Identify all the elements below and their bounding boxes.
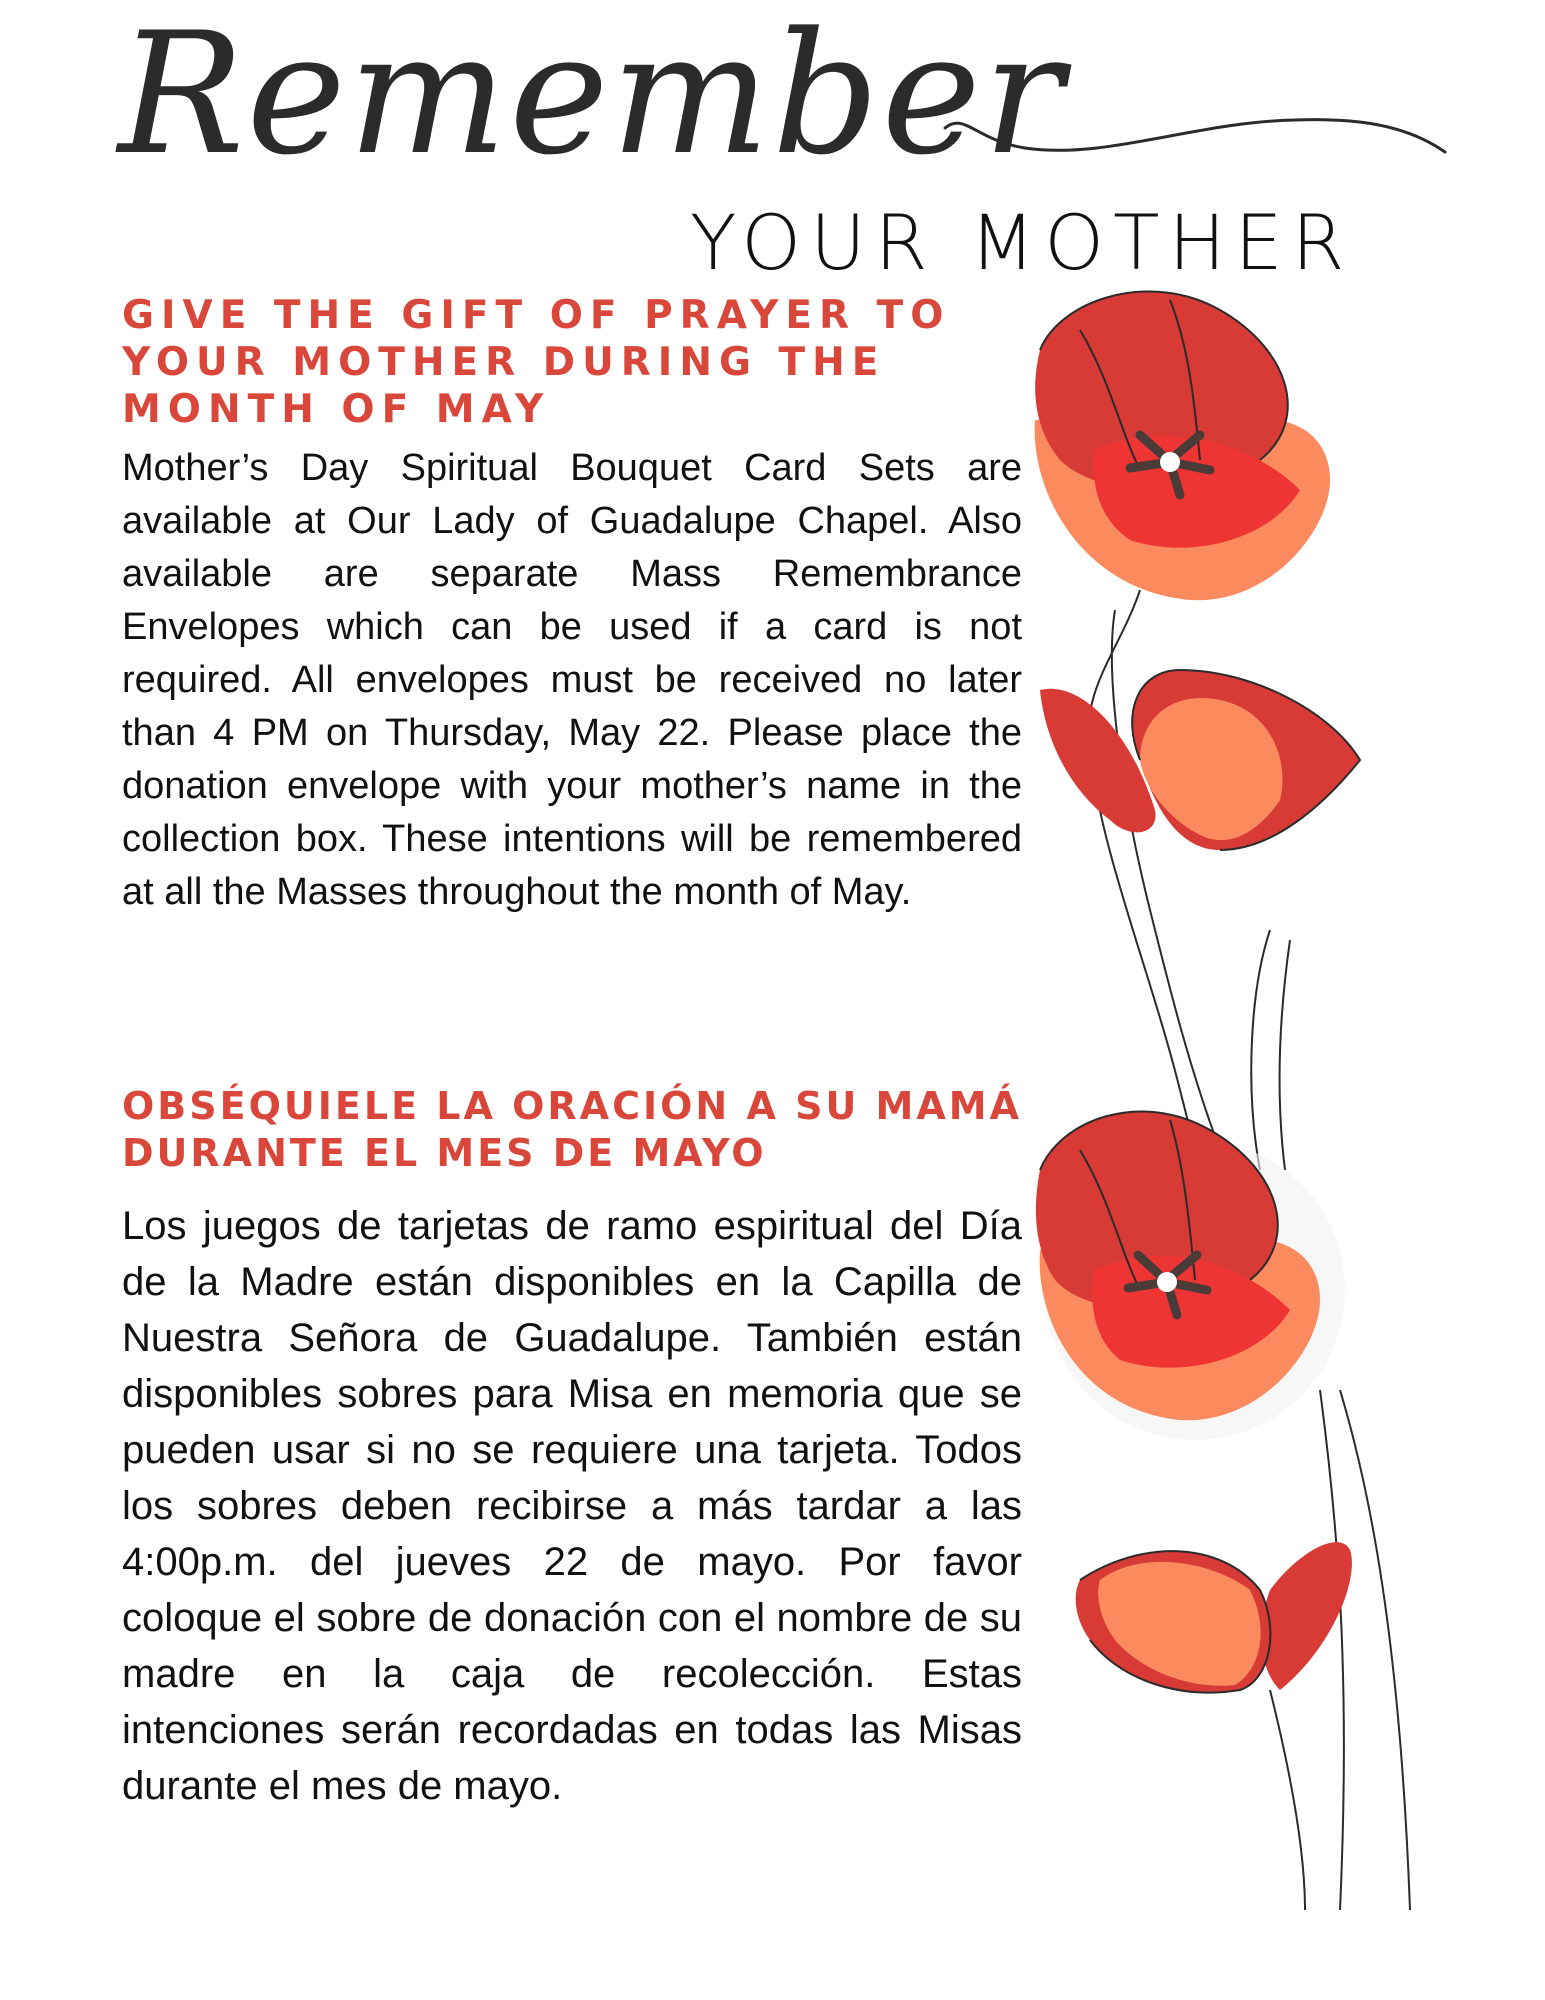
script-title: Remember — [118, 0, 1066, 192]
heading-spanish: OBSÉQUIELE LA ORACIÓN A SU MAMÁ DURANTE EL MES DE MAYO — [122, 1084, 1022, 1175]
body-spanish: Los juegos de tarjetas de ramo espiritual del Día de la Madre están disponibles en la Capilla de Nuestra Señora de Guadalupe. También están disponibles sobres para Misa en memoria que se pueden usar si no se requiere una tarjeta. Todos los sobres deben recibirse a más tardar a las 4:00p.m. del jueves 22 de mayo. Por favor coloque el sobre de donación con el nombre de su madre en la caja de recolección. Estas intenciones serán recordadas en todas las Misas durante el mes de mayo. — [122, 1204, 1022, 1808]
poppy-flower-1 — [1035, 291, 1330, 600]
heading-english: GIVE THE GIFT OF PRAYER TO YOUR MOTHER DURING THE MONTH OF MAY — [122, 293, 951, 432]
poppy-flowers-illustration — [1020, 290, 1520, 1930]
poppy-flower-2 — [1040, 670, 1360, 850]
swash-line — [935, 110, 1455, 180]
poppy-flower-4 — [1076, 1542, 1352, 1692]
sub-title: YOUR MOTHER — [690, 198, 1354, 287]
body-english: Mother’s Day Spiritual Bouquet Card Sets are available at Our Lady of Guadalupe Chapel. Also available are separate Mass Remembrance Envelopes which can be used if a card is not required. All envelopes must be received no later than 4 PM on Thursday, May 22. Please place the donation envelope with your mother’s name in the collection box. These intentions will be remembered at all the Masses throughout the month of May. — [122, 447, 1022, 913]
